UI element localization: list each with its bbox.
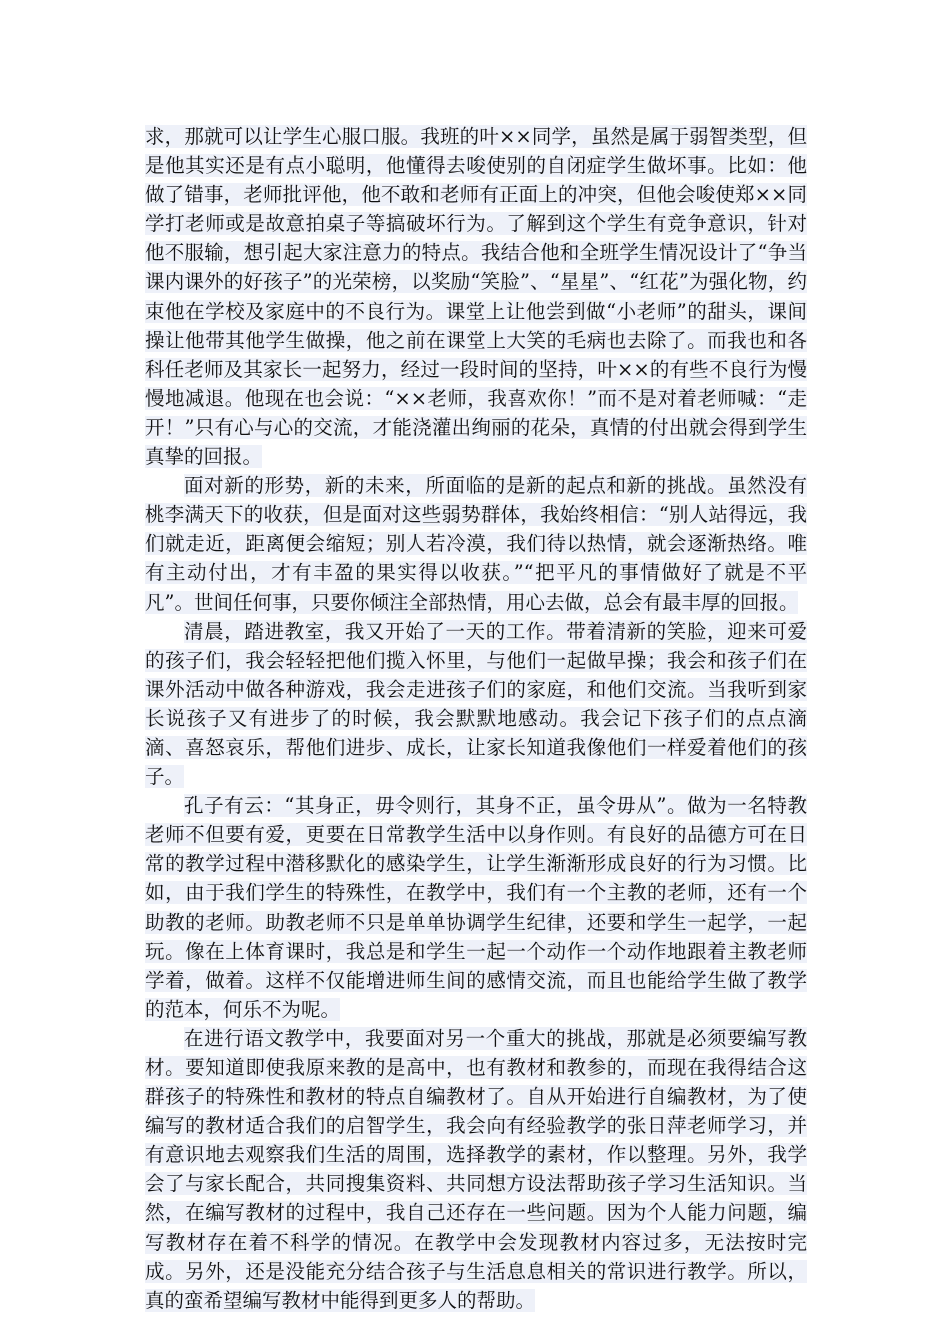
paragraph-4-text: 孔子有云：“其身正，毋令则行，其身不正，虽令毋从”。做为一名特教老师不但要有爱，更要在日常教学生活中以身作则。有良好的品德方可在日常的教学过程中潜移默化的感染学生，让学生渐渐形成良好的行为习惯。比如，由于我们学生的特殊性，在教学中，我们有一个主教的老师，还有一个助教的老师。助教老师不只是单单协调学生纪律，还要和学生一起学，一起玩。像在上体育课时，我总是和学生一起一个动作一个动作地跟着主教老师学着，做着。这样不仅能增进师生间的感情交流，而且也能给学生做了教学的范本，何乐不为呢。 — [145, 794, 807, 1021]
paragraph-3 — [145, 617, 807, 792]
paragraph-3-text: 清晨，踏进教室，我又开始了一天的工作。带着清新的笑脸，迎来可爱的孩子们，我会轻轻把他们揽入怀里，与他们一起做早操；我会和孩子们在课外活动中做各种游戏，我会走进孩子们的家庭，和他们交流。当我听到家长说孩子又有进步了的时候，我会默默地感动。我会记下孩子们的点点滴滴、喜怒哀乐，帮他们进步、成长，让家长知道我像他们一样爱着他们的孩子。 — [145, 619, 807, 789]
paragraph-4 — [145, 791, 807, 1024]
paragraph-2-text: 面对新的形势，新的未来，所面临的是新的起点和新的挑战。虽然没有桃李满天下的收获，但是面对这些弱势群体，我始终相信：“别人站得远，我们就走近，距离便会缩短；别人若冷漠，我们待以热情，就会逐渐热络。唯有主动付出，才有丰盈的果实得以收获。”“把平凡的事情做好了就是不平凡”。世间任何事，只要你倾注全部热情，用心去做，总会有最丰厚的回报。 — [145, 474, 807, 614]
paragraph-5 — [145, 1024, 807, 1315]
document-body — [145, 122, 807, 1315]
paragraph-1 — [145, 122, 807, 471]
paragraph-2 — [145, 471, 807, 616]
paragraph-5-text: 在进行语文教学中，我要面对另一个重大的挑战，那就是必须要编写教材。要知道即使我原来教的是高中，也有教材和教参的，而现在我得结合这群孩子的特殊性和教材的特点自编教材了。自从开始进行自编教材，为了使编写的教材适合我们的启智学生，我会向有经验教学的张日萍老师学习，并有意识地去观察我们生活的周围，选择教学的素材，作以整理。另外，我学会了与家长配合，共同搜集资料、共同想方设法帮助孩子学习生活知识。当然，在编写教材的过程中，我自己还存在一些问题。因为个人能力问题，编写教材存在着不科学的情况。在教学中会发现教材内容过多，无法按时完成。另外，还是没能充分结合孩子与生活息息相关的常识进行教学。所以，真的蛮希望编写教材中能得到更多人的帮助。 — [145, 1026, 807, 1312]
paragraph-1-text: 求，那就可以让学生心服口服。我班的叶××同学，虽然是属于弱智类型，但是他其实还是有点小聪明，他懂得去唆使别的自闭症学生做坏事。比如：他做了错事，老师批评他，他不敢和老师有正面上的冲突，但他会唆使郑××同学打老师或是故意拍桌子等搞破坏行为。了解到这个学生有竞争意识，针对他不服输，想引起大家注意力的特点。我结合他和全班学生情况设计了“争当课内课外的好孩子”的光荣榜，以奖励“笑脸”、“星星”、“红花”为强化物，约束他在学校及家庭中的不良行为。课堂上让他尝到做“小老师”的甜头，课间操让他带其他学生做操，他之前在课堂上大笑的毛病也去除了。而我也和各科任老师及其家长一起努力，经过一段时间的坚持，叶××的有些不良行为慢慢地减退。他现在也会说：“××老师，我喜欢你！”而不是对着老师喊：“走开！”只有心与心的交流，才能浇灌出绚丽的花朵，真情的付出就会得到学生真挚的回报。 — [145, 125, 807, 469]
